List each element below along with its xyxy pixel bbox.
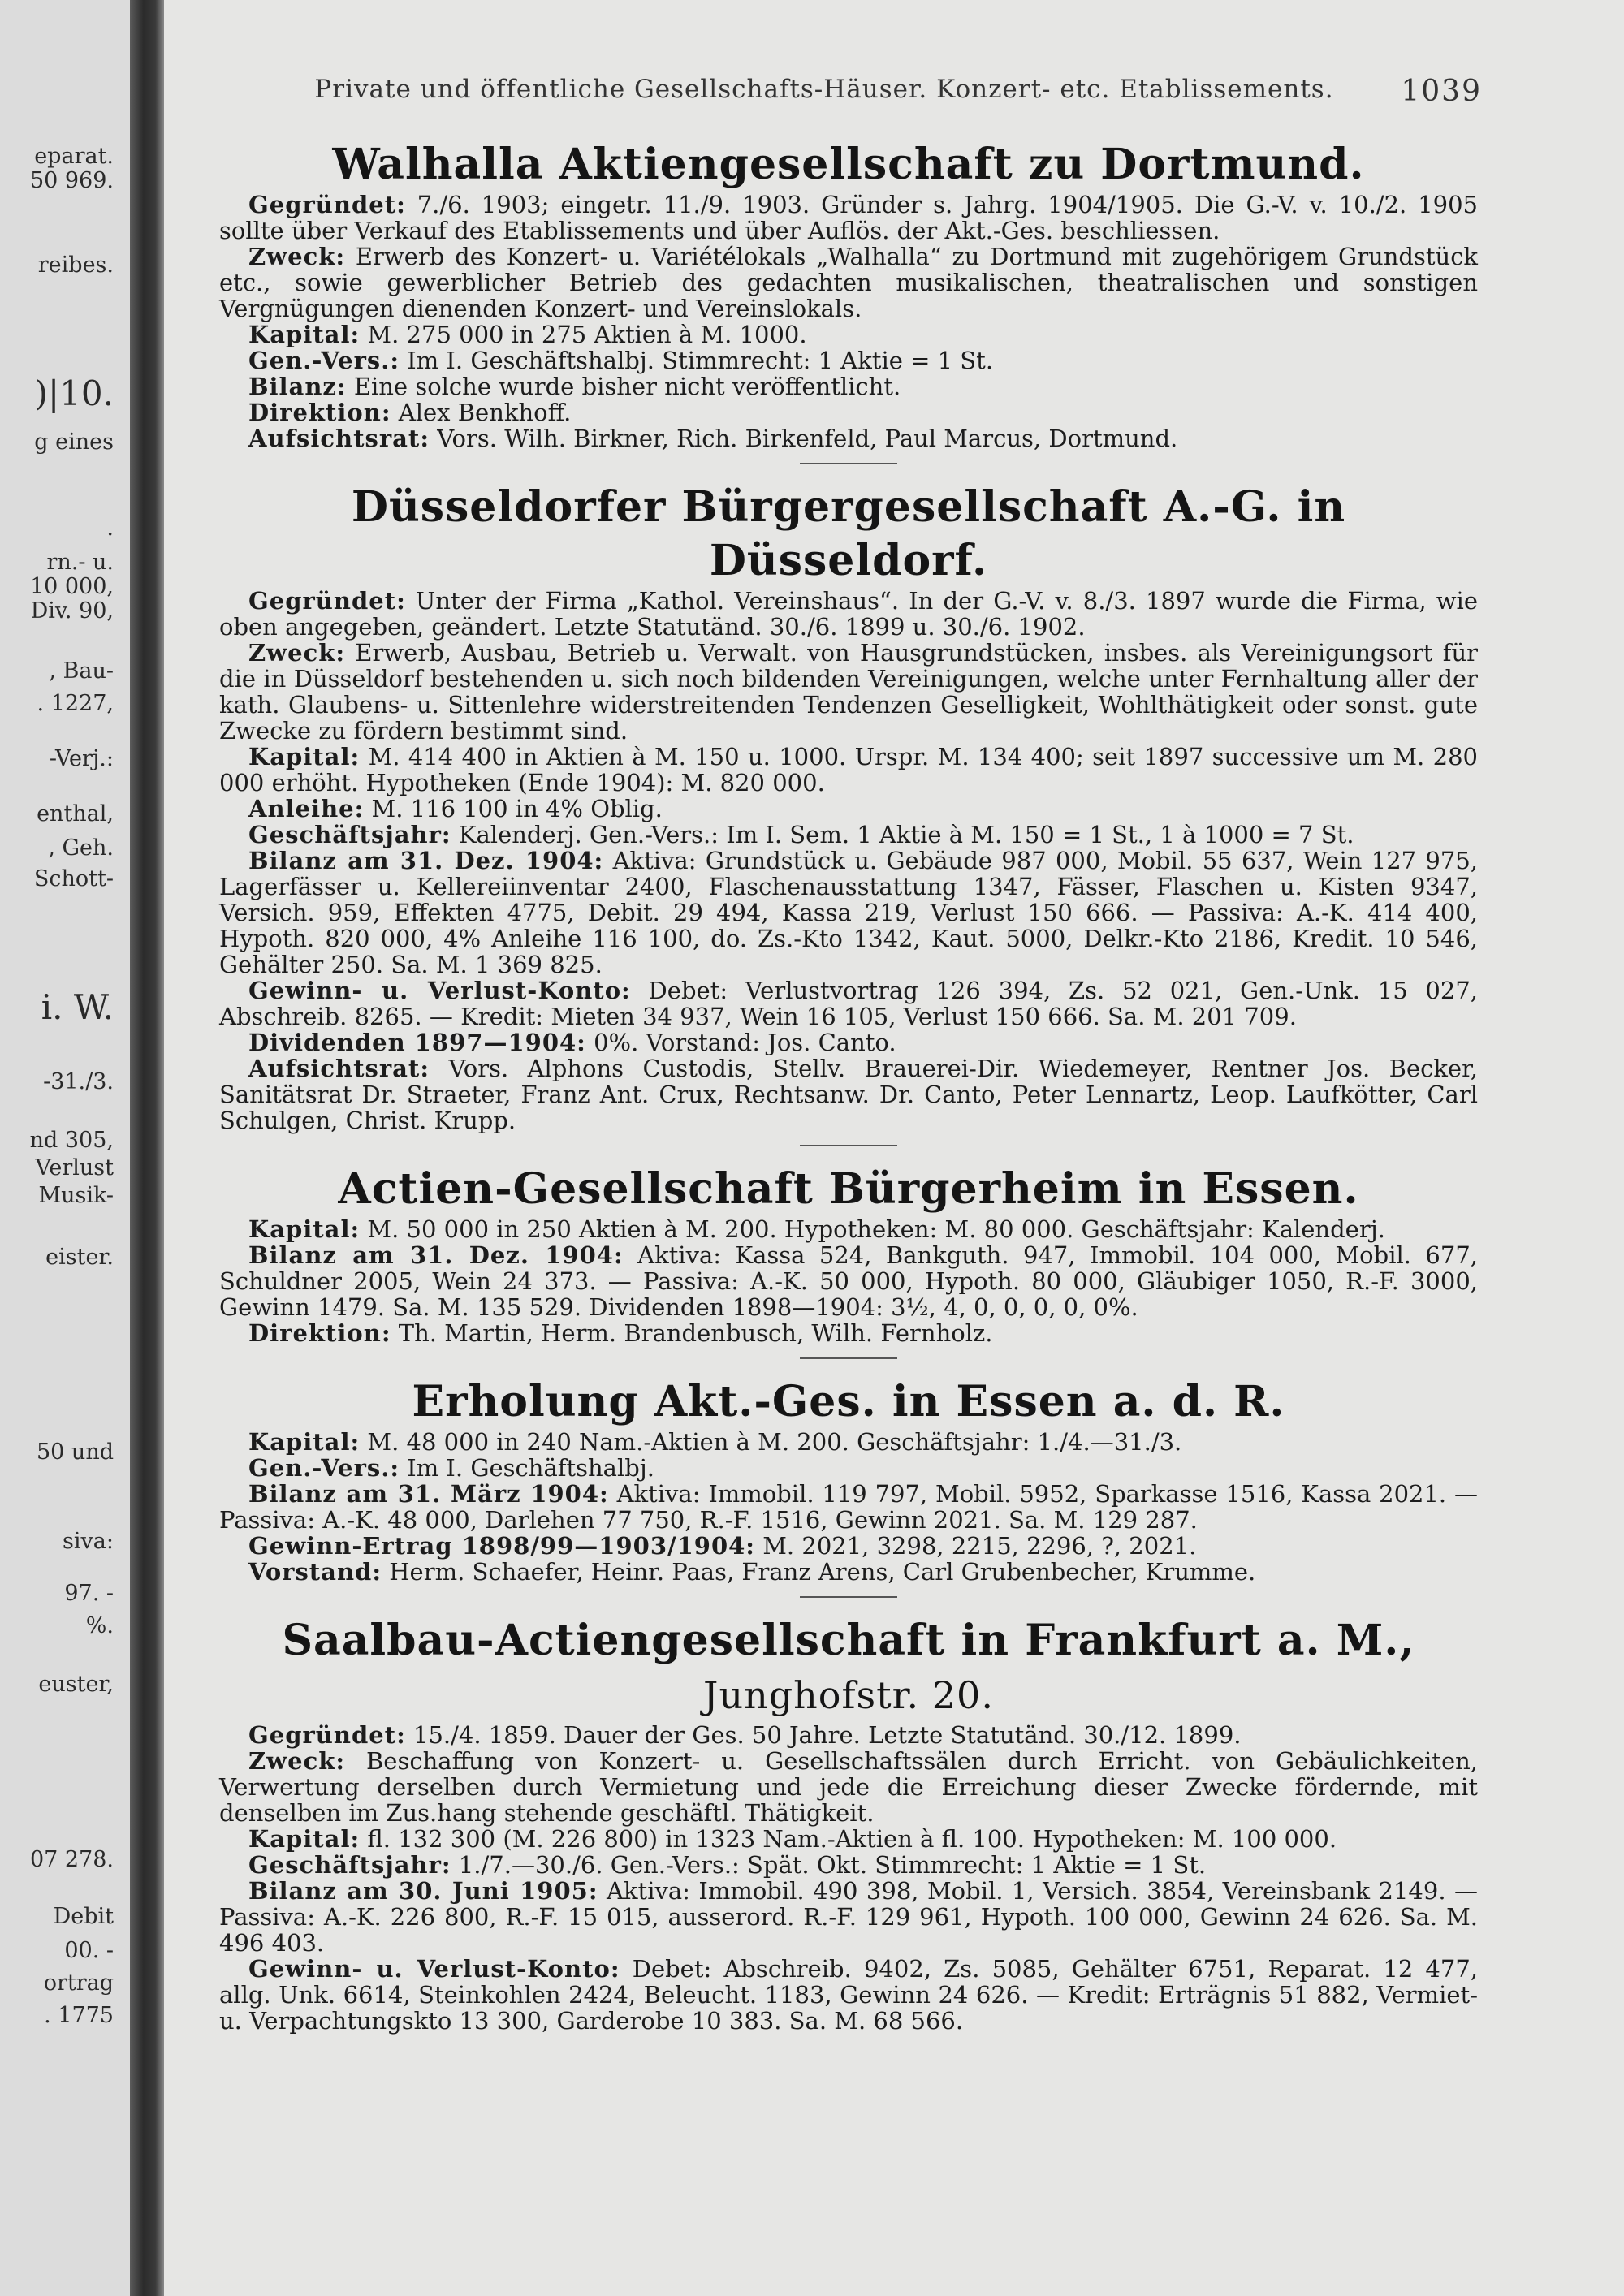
left-page-fragment: eparat. <box>34 144 114 169</box>
entry-divider <box>800 1145 897 1146</box>
field-direktion: Direktion: Th. Martin, Herm. Brandenbusch, Wilh. Fernholz. <box>248 1319 993 1347</box>
left-page-fragment: 00. - <box>64 1938 114 1963</box>
field-aufsichtsrat: Aufsichtsrat: Vors. Wilh. Birkner, Rich. Birkenfeld, Paul Marcus, Dortmund. <box>248 425 1178 452</box>
book-gutter <box>130 0 164 2296</box>
company-title: Erholung Akt.-Ges. in Essen a. d. R. <box>412 1377 1285 1426</box>
company-entry-buergerheim <box>219 1163 1478 1346</box>
left-page-fragment: 10 000, <box>29 574 114 599</box>
field-bilanz: Bilanz: Eine solche wurde bisher nicht veröffentlicht. <box>248 373 901 400</box>
left-page-fragment: 07 278. <box>29 1847 114 1872</box>
left-page-fragment: , Geh. <box>48 835 114 861</box>
left-page-fragment: 50 und <box>36 1439 114 1465</box>
left-page-fragment: . 1775 <box>44 2003 114 2028</box>
field-gewinn-verlust: Gewinn- u. Verlust-Konto: Debet: Verlustvortrag 126 394, Zs. 52 021, Gen.-Unk. 15 027, Abschreib. 8265. — Kredit: Mieten 34 937, Wein 16 105, Verlust 150 666. Sa. M. 201 709. <box>219 977 1478 1030</box>
field-geschaeftsjahr: Geschäftsjahr: Kalenderj. Gen.-Vers.: Im I. Sem. 1 Aktie à M. 150 = 1 St., 1 à 1000 = 7 St. <box>248 821 1354 848</box>
left-page-fragment: . <box>106 516 114 541</box>
field-gewinn-ertrag: Gewinn-Ertrag 1898/99—1903/1904: M. 2021, 3298, 2215, 2296, ?, 2021. <box>248 1532 1197 1560</box>
company-address: Junghofstr. 20. <box>703 1673 994 1717</box>
left-page-fragment: , Bau- <box>49 658 114 684</box>
page-content <box>219 138 1478 2034</box>
left-page-fragment: 50 969. <box>29 168 114 193</box>
field-gegruendet: Gegründet: Unter der Firma „Kathol. Vereinshaus“. In der G.-V. v. 8./3. 1897 wurde die Firma, wie oben angegeben, geändert. Letzte Statutänd. 30./6. 1899 u. 30./6. 1902. <box>219 587 1478 641</box>
company-entry-saalbau <box>219 1614 1478 2034</box>
left-page-fragment: -Verj.: <box>49 746 114 771</box>
field-gen-vers: Gen.-Vers.: Im I. Geschäftshalbj. <box>248 1454 655 1482</box>
company-title: Actien-Gesellschaft Bürgerheim in Essen. <box>338 1164 1359 1214</box>
left-page-fragment: Div. 90, <box>30 598 114 624</box>
field-vorstand: Vorstand: Herm. Schaefer, Heinr. Paas, Franz Arens, Carl Grubenbecher, Krumme. <box>248 1558 1256 1586</box>
entry-divider <box>800 1357 897 1359</box>
field-bilanz: Bilanz am 31. Dez. 1904: Aktiva: Kassa 524, Bankguth. 947, Immobil. 104 000, Mobil. 677, Schuldner 2005, Wein 24 373. — Passiva: A.-K. 50 000, Hypoth. 80 000, Gläubiger 1050, R.-F. 3000, Gewinn 1479. Sa. M. 135 529. Dividenden 1898—1904: 3½, 4, 0, 0, 0, 0, 0%. <box>219 1241 1478 1321</box>
left-page-fragment: g eines <box>34 429 114 455</box>
left-page-fragment: Musik- <box>38 1183 114 1208</box>
field-kapital: Kapital: M. 48 000 in 240 Nam.-Aktien à M. 200. Geschäftsjahr: 1./4.—31./3. <box>248 1428 1182 1456</box>
field-geschaeftsjahr: Geschäftsjahr: 1./7.—30./6. Gen.-Vers.: Spät. Okt. Stimmrecht: 1 Aktie = 1 St. <box>248 1851 1207 1879</box>
left-page-fragment: i. W. <box>41 987 114 1027</box>
left-page-fragment: ortrag <box>43 1970 114 1996</box>
field-anleihe: Anleihe: M. 116 100 in 4% Oblig. <box>248 795 663 822</box>
page-number: 1039 <box>1401 75 1482 108</box>
left-page-fragment: enthal, <box>37 801 114 826</box>
left-page-fragment: %. <box>85 1613 114 1638</box>
field-dividenden: Dividenden 1897—1904: 0%. Vorstand: Jos. Canto. <box>248 1029 896 1056</box>
field-kapital: Kapital: M. 50 000 in 250 Aktien à M. 200. Hypotheken: M. 80 000. Geschäftsjahr: Kalenderj. <box>248 1215 1385 1243</box>
company-entry-duesseldorf <box>219 481 1478 1133</box>
left-page-fragment: reibes. <box>37 252 114 278</box>
company-entry-erholung <box>219 1375 1478 1585</box>
left-page-fragment: rn.- u. <box>46 550 114 575</box>
left-page-fragment: -31./3. <box>43 1069 114 1094</box>
running-title: Private und öffentliche Gesellschafts-Häuser. Konzert- etc. Etablissements. <box>314 75 1334 104</box>
left-page-fragment: )|10. <box>34 373 114 413</box>
field-kapital: Kapital: M. 275 000 in 275 Aktien à M. 1000. <box>248 321 807 348</box>
entry-divider <box>800 1596 897 1598</box>
field-bilanz: Bilanz am 31. Dez. 1904: Aktiva: Grundstück u. Gebäude 987 000, Mobil. 55 637, Wein 127 975, Lagerfässer u. Kellereiinventar 2400, Flaschenausstattung 1347, Fässer, Flaschen u. Kisten 9347, Versich. 959, Effekten 4775, Debit. 29 494, Kassa 219, Verlust 150 666. — Passiva: A.-K. 414 400, Hypoth. 820 000, 4% Anleihe 116 100, do. Zs.-Kto 1342, Kaut. 5000, Delkr.-Kto 2186, Kredit. 10 546, Gehälter 250. Sa. M. 1 369 825. <box>219 847 1479 978</box>
field-aufsichtsrat: Aufsichtsrat: Vors. Alphons Custodis, Stellv. Brauerei-Dir. Wiedemeyer, Rentner Jos. Becker, Sanitätsrat Dr. Straeter, Franz Ant. Crux, Rechtsanw. Dr. Canto, Peter Lennartz, Leop. Laufkötter, Carl Schulgen, Christ. Krupp. <box>219 1055 1478 1134</box>
left-page-fragment: euster, <box>38 1672 114 1697</box>
field-zweck: Zweck: Erwerb, Ausbau, Betrieb u. Verwalt. von Hausgrundstücken, insbes. als Vereinigungsort für die in Düsseldorf bestehenden u. sich noch bildenden Vereinigungen, welche unter Fernhaltung aller der kath. Glaubens- u. Sittenlehre widerstreitenden Tendenzen Geselligkeit, Wohlthätigkeit oder sonst. gute Zwecke zu fördern bestimmt sind. <box>219 639 1478 744</box>
running-head <box>166 75 1482 108</box>
field-bilanz: Bilanz am 30. Juni 1905: Aktiva: Immobil. 490 398, Mobil. 1, Versich. 3854, Vereinsbank 2149. — Passiva: A.-K. 226 800, R.-F. 15 015, ausserord. R.-F. 129 961, Hypoth. 100 000, Gewinn 24 626. Sa. M. 496 403. <box>219 1877 1479 1957</box>
field-kapital: Kapital: M. 414 400 in Aktien à M. 150 u. 1000. Urspr. M. 134 400; seit 1897 successive um M. 280 000 erhöht. Hypotheken (Ende 1904): M. 820 000. <box>219 743 1478 796</box>
entry-divider <box>800 463 897 464</box>
field-gegruendet: Gegründet: 15./4. 1859. Dauer der Ges. 50 Jahre. Letzte Statutänd. 30./12. 1899. <box>248 1721 1242 1749</box>
company-entry-walhalla <box>219 138 1478 451</box>
field-zweck: Zweck: Erwerb des Konzert- u. Variétélokals „Walhalla“ zu Dortmund mit zugehörigem Grundstück etc., sowie gewerblicher Betrieb des gedachten musikalischen, theatralischen und sonstigen Vergnügungen dienenden Konzert- und Vereinslokals. <box>219 243 1479 322</box>
left-page-fragment: Debit <box>53 1904 114 1929</box>
left-page-fragment: nd 305, <box>29 1128 114 1153</box>
left-page-edge <box>0 0 130 2296</box>
field-gen-vers: Gen.-Vers.: Im I. Geschäftshalbj. Stimmrecht: 1 Aktie = 1 St. <box>248 347 994 374</box>
left-page-fragment: eister. <box>45 1245 114 1270</box>
left-page-fragment: 97. - <box>64 1581 114 1606</box>
field-gegruendet: Gegründet: 7./6. 1903; eingetr. 11./9. 1903. Gründer s. Jahrg. 1904/1905. Die G.-V. v. 10./2. 1905 sollte über Verkauf des Etablissements und über Auflös. der Akt.-Ges. beschliessen. <box>219 191 1479 244</box>
field-kapital: Kapital: fl. 132 300 (M. 226 800) in 1323 Nam.-Aktien à fl. 100. Hypotheken: M. 100 000. <box>248 1825 1337 1853</box>
field-zweck: Zweck: Beschaffung von Konzert- u. Gesellschaftssälen durch Erricht. von Gebäulichkeiten, Verwertung derselben durch Vermietung und jede die Erreichung dieser Zwecke fördernde, mit denselben im Zus.hang stehende geschäftl. Thätigkeit. <box>219 1747 1478 1827</box>
left-page-fragment: Schott- <box>33 866 114 891</box>
company-title: Saalbau-Actiengesellschaft in Frankfurt a. M., Junghofstr. 20. <box>282 1616 1415 1717</box>
company-title: Walhalla Aktiengesellschaft zu Dortmund. <box>332 140 1365 189</box>
field-bilanz: Bilanz am 31. März 1904: Aktiva: Immobil. 119 797, Mobil. 5952, Sparkasse 1516, Kassa 2021. — Passiva: A.-K. 48 000, Darlehen 77 750, R.-F. 1516, Gewinn 2021. Sa. M. 129 287. <box>219 1480 1478 1534</box>
left-page-fragment: Verlust <box>35 1155 114 1180</box>
field-gewinn-verlust: Gewinn- u. Verlust-Konto: Debet: Abschreib. 9402, Zs. 5085, Gehälter 6751, Reparat. 12 477, allg. Unk. 6614, Steinkohlen 2424, Beleucht. 1183, Gewinn 24 626. — Kredit: Erträgnis 51 882, Vermiet- u. Verpachtungskto 13 300, Garderobe 10 383. Sa. M. 68 566. <box>219 1955 1479 2035</box>
company-title: Düsseldorfer Bürgergesellschaft A.-G. in Düsseldorf. <box>351 482 1346 585</box>
left-page-fragment: . 1227, <box>37 691 114 716</box>
field-direktion: Direktion: Alex Benkhoff. <box>248 399 572 426</box>
left-page-fragment: siva: <box>63 1529 114 1554</box>
